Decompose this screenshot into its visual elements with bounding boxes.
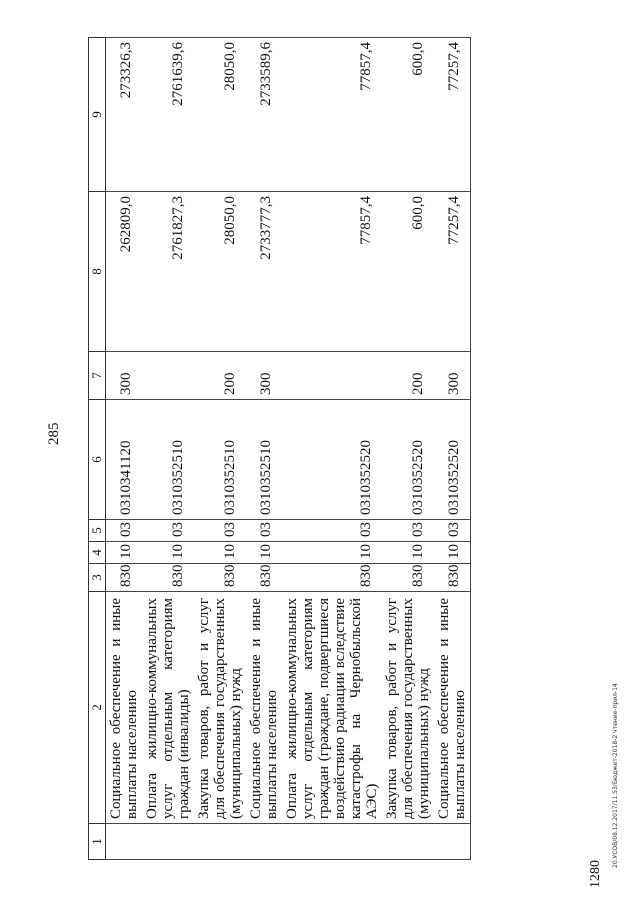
header-col-2: 2	[89, 592, 106, 824]
header-col-9: 9	[89, 38, 106, 192]
code-vr: 200	[194, 352, 246, 400]
row-name: Социальное обеспечение и иные выплаты населению	[106, 592, 143, 824]
table-row	[282, 38, 382, 860]
amount-2019: 77857,4	[282, 38, 382, 192]
col1-cell	[382, 824, 434, 860]
page-number: 285	[46, 422, 62, 445]
amount-2019: 273326,3	[106, 38, 143, 192]
amount-2018: 2733777,3	[246, 192, 282, 352]
table-row	[246, 38, 282, 860]
code-pr: 03	[246, 520, 282, 542]
code-rz: 10	[142, 542, 194, 564]
amount-2018: 2761827,3	[142, 192, 194, 352]
table-row	[142, 38, 194, 860]
code-gr: 830	[106, 564, 143, 592]
col1-cell	[142, 824, 194, 860]
col1-cell	[106, 824, 143, 860]
row-name: Оплата жилищно-коммунальных услуг отдельным категориям граждан (инвалиды)	[142, 592, 194, 824]
code-csr: 0310352520	[282, 400, 382, 520]
code-pr: 03	[434, 520, 471, 542]
col1-cell	[194, 824, 246, 860]
footer-note: 20.УСОВ/08.12.2017/11.53/Бюджет-2018-2 чтение-прил-14	[612, 683, 619, 868]
code-vr: 300	[246, 352, 282, 400]
code-gr: 830	[142, 564, 194, 592]
code-vr	[142, 352, 194, 400]
code-gr: 830	[282, 564, 382, 592]
amount-2019: 2733589,6	[246, 38, 282, 192]
code-pr: 03	[194, 520, 246, 542]
amount-2019: 2761639,6	[142, 38, 194, 192]
row-name: Закупка товаров, работ и услуг для обеспечения государственных (муниципальных) нужд	[194, 592, 246, 824]
amount-2018: 77857,4	[282, 192, 382, 352]
table-row	[106, 38, 143, 860]
row-name: Социальное обеспечение и иные выплаты населению	[246, 592, 282, 824]
amount-2019: 28050,0	[194, 38, 246, 192]
code-gr: 830	[246, 564, 282, 592]
code-vr: 200	[382, 352, 434, 400]
code-csr: 0310352520	[434, 400, 471, 520]
code-vr	[282, 352, 382, 400]
code-csr: 0310352510	[246, 400, 282, 520]
code-csr: 0310352510	[142, 400, 194, 520]
code-pr: 03	[282, 520, 382, 542]
code-rz: 10	[282, 542, 382, 564]
col1-cell	[282, 824, 382, 860]
header-col-7: 7	[89, 352, 106, 400]
code-gr: 830	[382, 564, 434, 592]
code-rz: 10	[246, 542, 282, 564]
code-csr: 0310352510	[194, 400, 246, 520]
amount-2018: 77257,4	[434, 192, 471, 352]
code-gr: 830	[434, 564, 471, 592]
code-csr: 0310352520	[382, 400, 434, 520]
col1-cell	[434, 824, 471, 860]
header-col-5: 5	[89, 520, 106, 542]
budget-table	[88, 37, 471, 860]
col1-cell	[246, 824, 282, 860]
code-gr: 830	[194, 564, 246, 592]
header-col-8: 8	[89, 192, 106, 352]
footer-number: 1280	[588, 860, 603, 888]
header-col-4: 4	[89, 542, 106, 564]
row-name: Закупка товаров, работ и услуг для обеспечения государственных (муниципальных) нужд	[382, 592, 434, 824]
code-pr: 03	[382, 520, 434, 542]
table-row	[194, 38, 246, 860]
amount-2019: 77257,4	[434, 38, 471, 192]
row-name: Социальное обеспечение и иные выплаты населению	[434, 592, 471, 824]
code-rz: 10	[194, 542, 246, 564]
header-col-6: 6	[89, 400, 106, 520]
amount-2018: 262809,0	[106, 192, 143, 352]
amount-2018: 28050,0	[194, 192, 246, 352]
budget-table-container	[88, 38, 552, 860]
code-csr: 0310341120	[106, 400, 143, 520]
amount-2018: 600,0	[382, 192, 434, 352]
code-pr: 03	[106, 520, 143, 542]
code-vr: 300	[434, 352, 471, 400]
code-vr: 300	[106, 352, 143, 400]
header-col-1: 1	[89, 824, 106, 860]
row-name: Оплата жилищно-коммунальных услуг отдельным категориям граждан (граждане, подвергшиеся воздействию радиации вследствие катастрофы на Чернобыльской АЭС)	[282, 592, 382, 824]
table-row	[434, 38, 471, 860]
code-rz: 10	[434, 542, 471, 564]
header-row	[89, 38, 106, 860]
header-col-3: 3	[89, 564, 106, 592]
code-pr: 03	[142, 520, 194, 542]
table-row	[382, 38, 434, 860]
code-rz: 10	[106, 542, 143, 564]
code-rz: 10	[382, 542, 434, 564]
amount-2019: 600,0	[382, 38, 434, 192]
